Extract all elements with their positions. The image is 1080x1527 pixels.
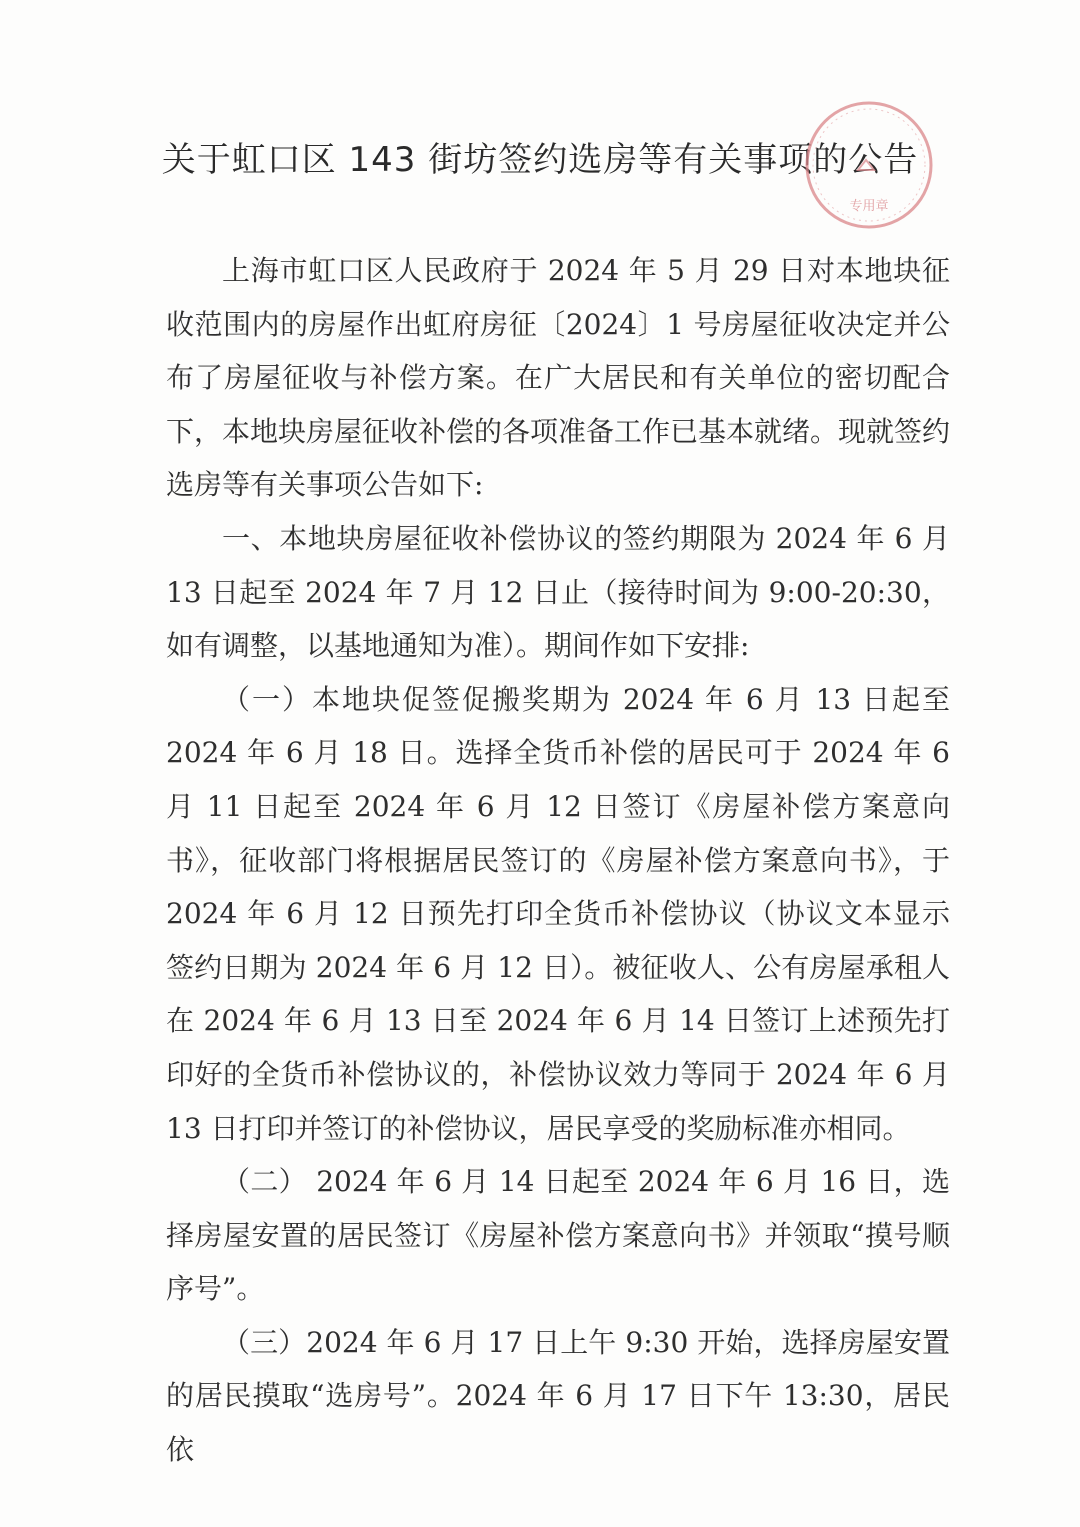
official-seal-stamp [802, 98, 936, 232]
paragraph-subsection-2: （二） 2024 年 6 月 14 日起至 2024 年 6 月 16 日，选择房屋安置的居民签订《房屋补偿方案意向书》并领取“摸号顺序号”。 [166, 1165, 950, 1306]
paragraph-subsection-1: （一）本地块促签促搬奖期为 2024 年 6 月 13 日起至 2024 年 6 月 18 日。选择全货币补偿的居民可于 2024 年 6 月 11 日起至 2024 年 6 月 12 日签订《房屋补偿方案意向书》，征收部门将根据居民签订的《房屋补偿方案意向书》，于 2024 年 6 月 12 日预先打印全货币补偿协议（协议文本显示签约日期为 2024 年 6 月 12 日）。被征收人、公有房屋承租人在 2024 年 6 月 13 日至 2024 年 6 月 14 日签订上述预先打印好的全货币补偿协议的，补偿协议效力等同于 2024 年 6 月 13 日打印并签订的补偿协议，居民享受的奖励标准亦相同。 [166, 682, 959, 1145]
paragraph-intro: 上海市虹口区人民政府于 2024 年 5 月 29 日对本地块征收范围内的房屋作出虹府房征〔2024〕1 号房屋征收决定并公布了房屋征收与补偿方案。在广大居民和有关单位的密切配合下，本地块房屋征收补偿的各项准备工作已基本就绪。现就签约选房等有关事项公告如下: [166, 254, 951, 502]
paragraph-subsection-3: （三）2024 年 6 月 17 日上午 9:30 开始，选择房屋安置的居民摸取“选房号”。2024 年 6 月 17 日下午 13:30，居民依 [166, 1325, 950, 1467]
paragraph-section-1: 一、本地块房屋征收补偿协议的签约期限为 2024 年 6 月 13 日起至 2024 年 7 月 12 日止（接待时间为 9:00-20:30，如有调整，以基地通知为准）。期间作如下安排: [166, 521, 959, 663]
document-title: 关于虹口区 143 街坊签约选房等有关事项的公告 [161, 140, 919, 180]
document-body [166, 244, 959, 1477]
svg-text:专用章: 专用章 [849, 199, 889, 214]
